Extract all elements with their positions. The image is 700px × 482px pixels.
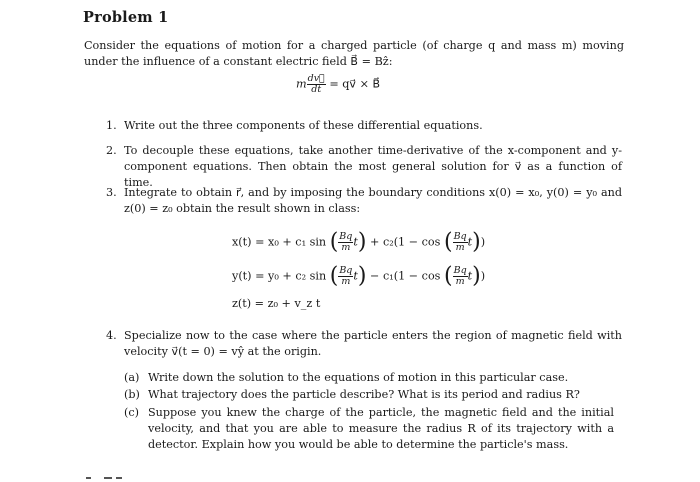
derivative-denominator: dt <box>311 84 322 95</box>
frac-t: t <box>353 235 358 249</box>
list-item-2 <box>106 143 622 191</box>
item-number: 1. <box>106 119 117 132</box>
sub-item-c <box>124 405 614 453</box>
item-text: To decouple these equations, take another time-derivative of the x-component and y-component equations. Then obtain the most general solution for v⃗ as a function of time. <box>124 144 622 189</box>
sub-item-text: Suppose you knew the charge of the particle, the magnetic field and the initial velocity, and that you are able to measure the radius R of its trajectory with a detector. Explain how you would be able to determine the particle's mass. <box>148 406 614 451</box>
sub-item-text: Write down the solution to the equations of motion in this particular case. <box>148 371 569 384</box>
equation-mass: m <box>296 77 307 91</box>
sub-item-b <box>124 387 614 403</box>
solution-y-lhs: y(t) = y₀ + c₂ sin <box>232 269 327 283</box>
solution-x-lhs: x(t) = x₀ + c₁ sin <box>232 235 327 249</box>
frac-numerator: Bq <box>339 265 353 276</box>
frac-denominator: m <box>341 242 351 253</box>
frac-numerator: Bq <box>339 231 353 242</box>
list-item-1 <box>106 118 622 134</box>
sub-item-label: (a) <box>124 371 140 384</box>
equation-derivative <box>307 74 326 95</box>
list-item-3 <box>106 185 622 217</box>
equation-rhs: = qv⃗ × B⃗ <box>329 77 381 91</box>
solution-x-mid: + c₂(1 − cos <box>370 235 441 249</box>
frac-t: t <box>467 235 473 249</box>
frac-denominator: m <box>341 276 351 287</box>
frac-t: t <box>353 269 358 283</box>
solution-x: x(t) = x₀ + c₁ sin ( $\frac{Bq}{m}$ t) + c₂(1 − cos ( $\frac{Bq}{m}$ t)) <box>232 229 486 255</box>
frac-denominator: m <box>455 276 465 287</box>
sub-item-label: (b) <box>124 388 140 401</box>
equation-of-motion <box>296 74 380 95</box>
sub-item-label: (c) <box>124 406 139 419</box>
item-number: 3. <box>106 186 117 199</box>
solution-y-mid: − c₁(1 − cos <box>370 269 441 283</box>
frac-numerator: Bq <box>453 265 467 276</box>
sub-item-text: What trajectory does the particle describe? What is its period and radius R? <box>148 388 580 401</box>
solution-z: z(t) = z₀ + v_z t <box>232 297 321 310</box>
problem-title: Problem 1 <box>83 9 169 26</box>
frac-t: t <box>467 269 473 283</box>
problem-intro: Consider the equations of motion for a charged particle (of charge q and mass m) moving under the influence of a constant electric field B⃗ = Bẑ: <box>84 39 624 68</box>
solution-y: y(t) = y₀ + c₂ sin ( $\frac{Bq}{m}$ t) − c₁(1 − cos ( $\frac{Bq}{m}$ t)) <box>232 263 486 289</box>
frac-denominator: m <box>455 242 465 253</box>
cut-off-text-fragment <box>86 476 146 479</box>
list-item-4 <box>106 328 622 360</box>
item-text: Write out the three components of these differential equations. <box>124 119 483 132</box>
item-number: 2. <box>106 144 117 157</box>
frac-numerator: Bq <box>453 231 467 242</box>
derivative-numerator: dv⃗ <box>307 73 325 84</box>
sub-item-a <box>124 370 614 386</box>
item-text: Specialize now to the case where the particle enters the region of magnetic field with velocity v⃗(t = 0) = vŷ at the origin. <box>124 329 622 358</box>
item-text: Integrate to obtain r⃗, and by imposing the boundary conditions x(0) = x₀, y(0) = y₀ and z(0) = z₀ obtain the result shown in class: <box>124 186 622 215</box>
item-number: 4. <box>106 329 117 342</box>
